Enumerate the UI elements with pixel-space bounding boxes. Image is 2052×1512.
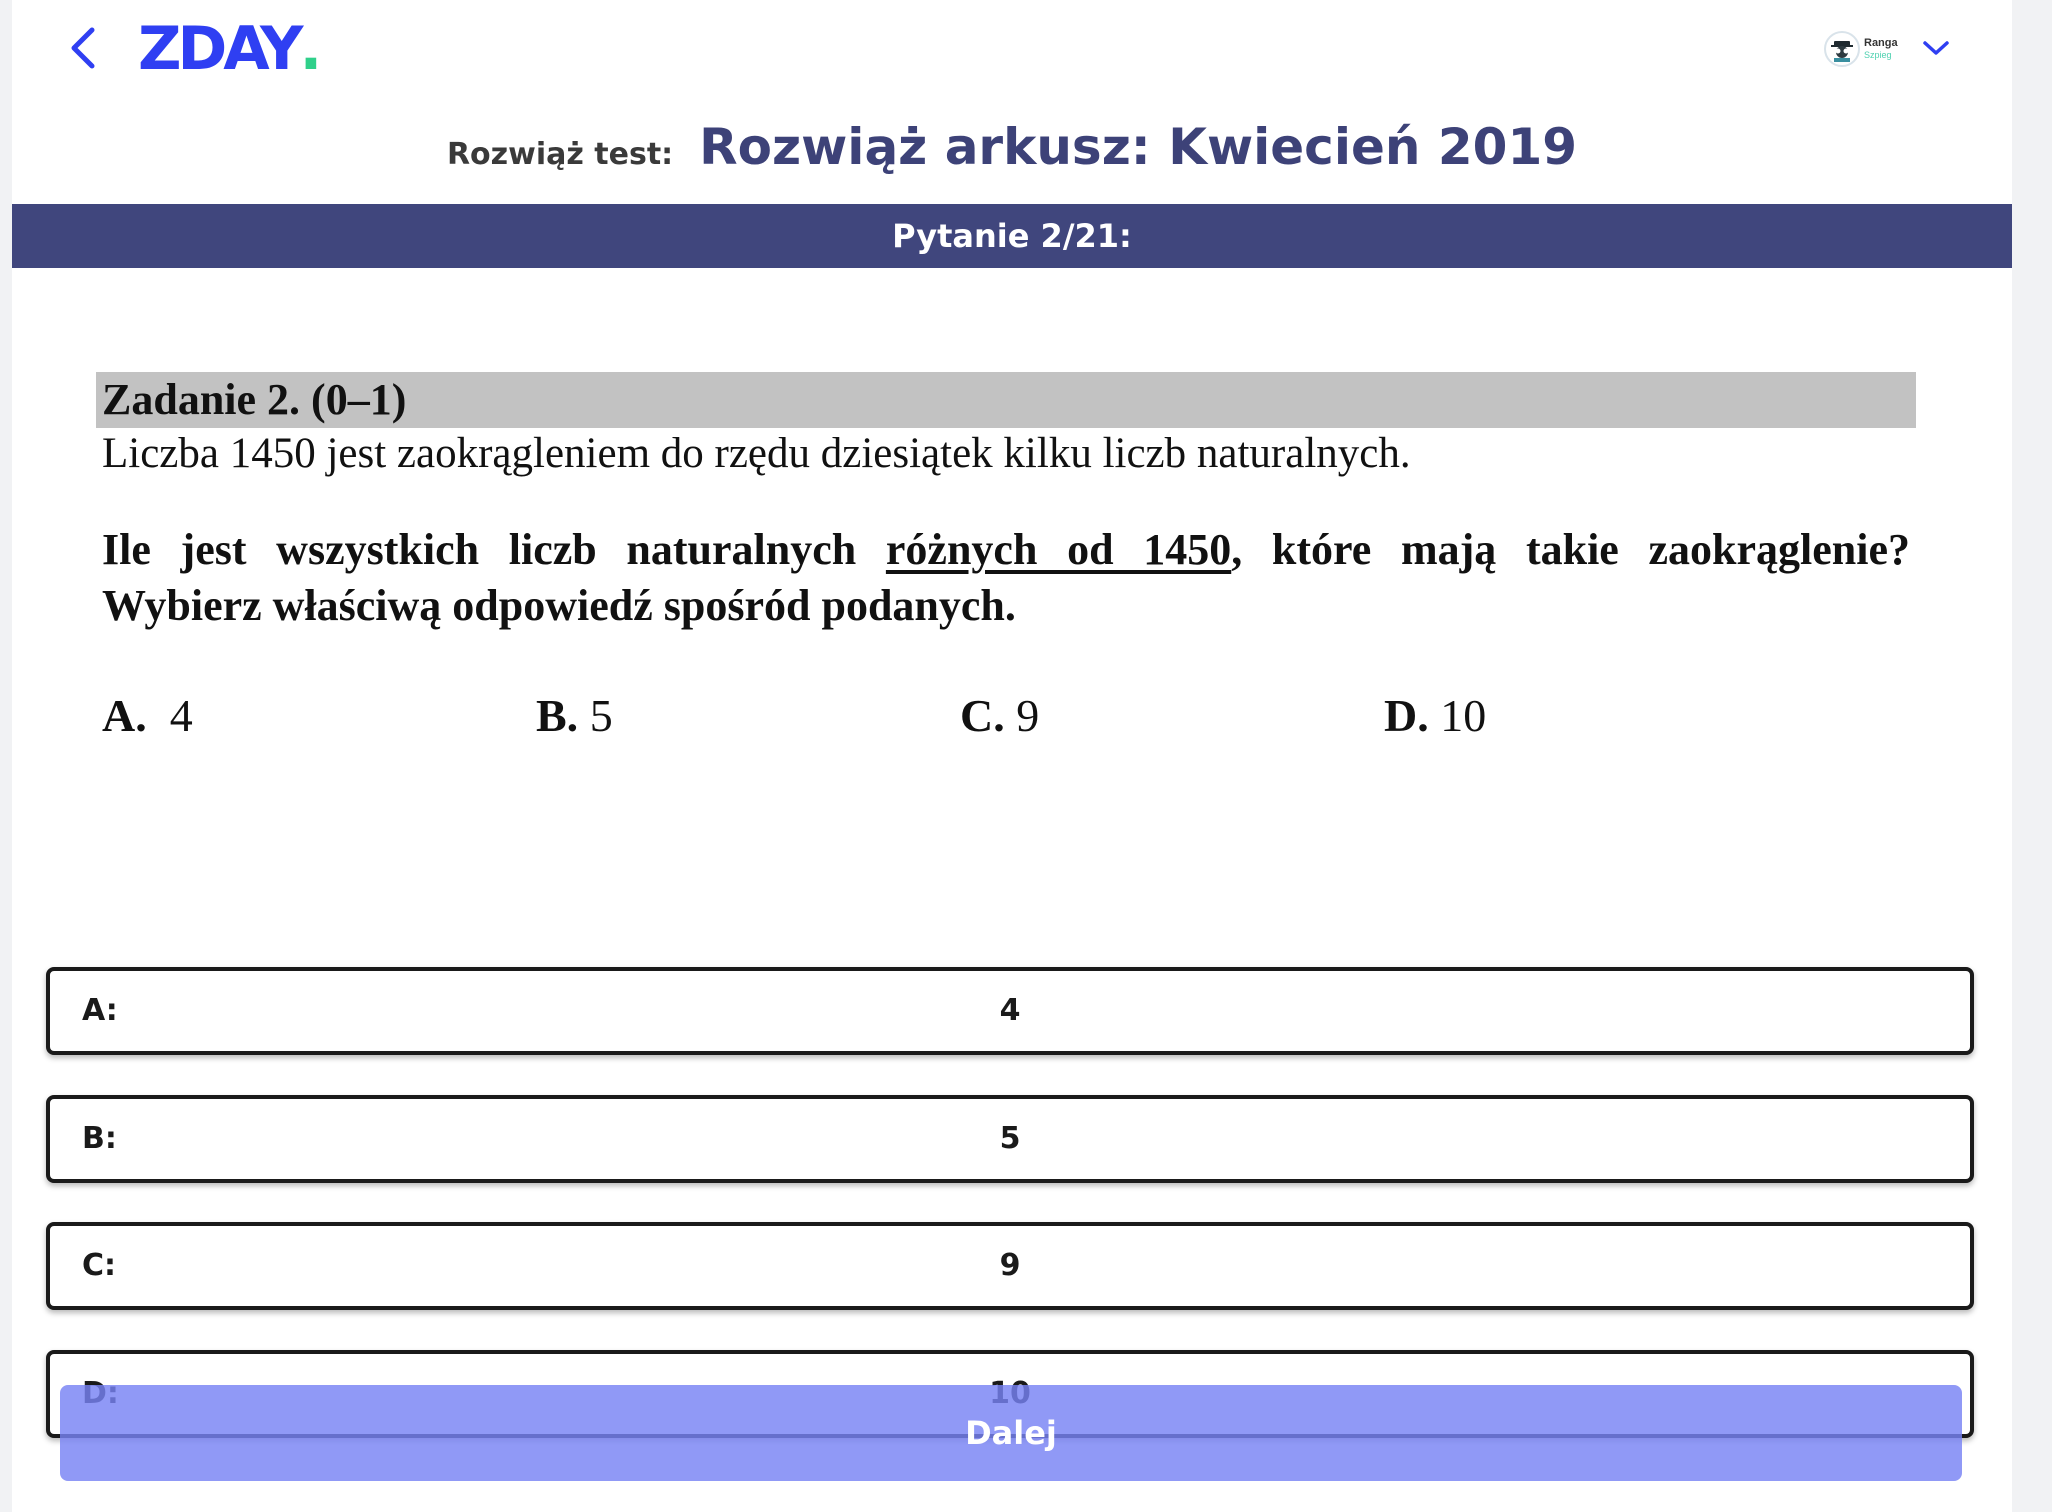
task-option-value: 4 [169,690,193,741]
chevron-down-icon [1921,38,1951,58]
back-button[interactable] [56,20,112,76]
answer-option-a[interactable] [46,967,1974,1055]
answer-option-c[interactable] [46,1222,1974,1310]
task-option-letter: C. [960,690,1005,741]
question-part-1: Ile jest wszystkich liczb naturalnych [102,525,857,574]
answer-value: 4 [999,993,1021,1028]
title-prefix: Rozwiąż test: [446,137,674,172]
task-option-c [960,688,1039,744]
question-part-2: , które mają takie zaokrąglenie? [1231,525,1910,574]
avatar [1824,31,1860,67]
rank-value: Szpieg [1864,50,1892,60]
task-instruction: Wybierz właściwą odpowiedź spośród podanych. [102,581,1016,630]
task-option-b [536,688,613,744]
answer-value: 5 [999,1121,1021,1156]
logo-dot: . [299,14,323,84]
answer-value: 9 [999,1248,1021,1283]
task-option-d [1384,688,1486,744]
answer-option-b[interactable] [46,1095,1974,1183]
task-option-letter: A. [102,690,147,741]
chevron-left-icon [64,24,104,72]
zday-logo[interactable] [138,14,322,84]
task-heading: Zadanie 2. (0–1) [96,372,1916,428]
question-counter: Pytanie 2/21: [892,217,1132,255]
task-option-value: 5 [589,690,613,741]
question-counter-bar [12,204,2012,268]
page [12,0,2012,1512]
title-main: Rozwiąż arkusz: Kwiecień 2019 [699,118,1578,176]
task-option-letter: B. [536,690,579,741]
answer-label: C: [82,1248,117,1283]
task-stem: Liczba 1450 jest zaokrągleniem do rzędu dziesiątek kilku liczb naturalnych. [102,430,1411,477]
next-button-label: Dalej [965,1414,1057,1452]
rank-label: Ranga [1864,37,1898,49]
answer-label: A: [82,993,118,1028]
question-underlined: różnych od 1450 [885,525,1232,574]
answer-label: B: [82,1121,117,1156]
top-bar [12,0,2012,105]
page-title [12,118,2012,188]
spy-avatar-icon [1828,35,1856,63]
task-question [102,522,1910,578]
rank-info [1864,26,1904,72]
next-button[interactable] [60,1385,1962,1481]
task-option-letter: D. [1384,690,1429,741]
task-option-a [102,688,193,744]
logo-text: ZDAY [138,14,300,84]
task-option-value: 10 [1440,690,1487,741]
task-image [96,370,1926,770]
task-option-value: 9 [1016,690,1040,741]
profile-dropdown-button[interactable] [1916,28,1956,68]
